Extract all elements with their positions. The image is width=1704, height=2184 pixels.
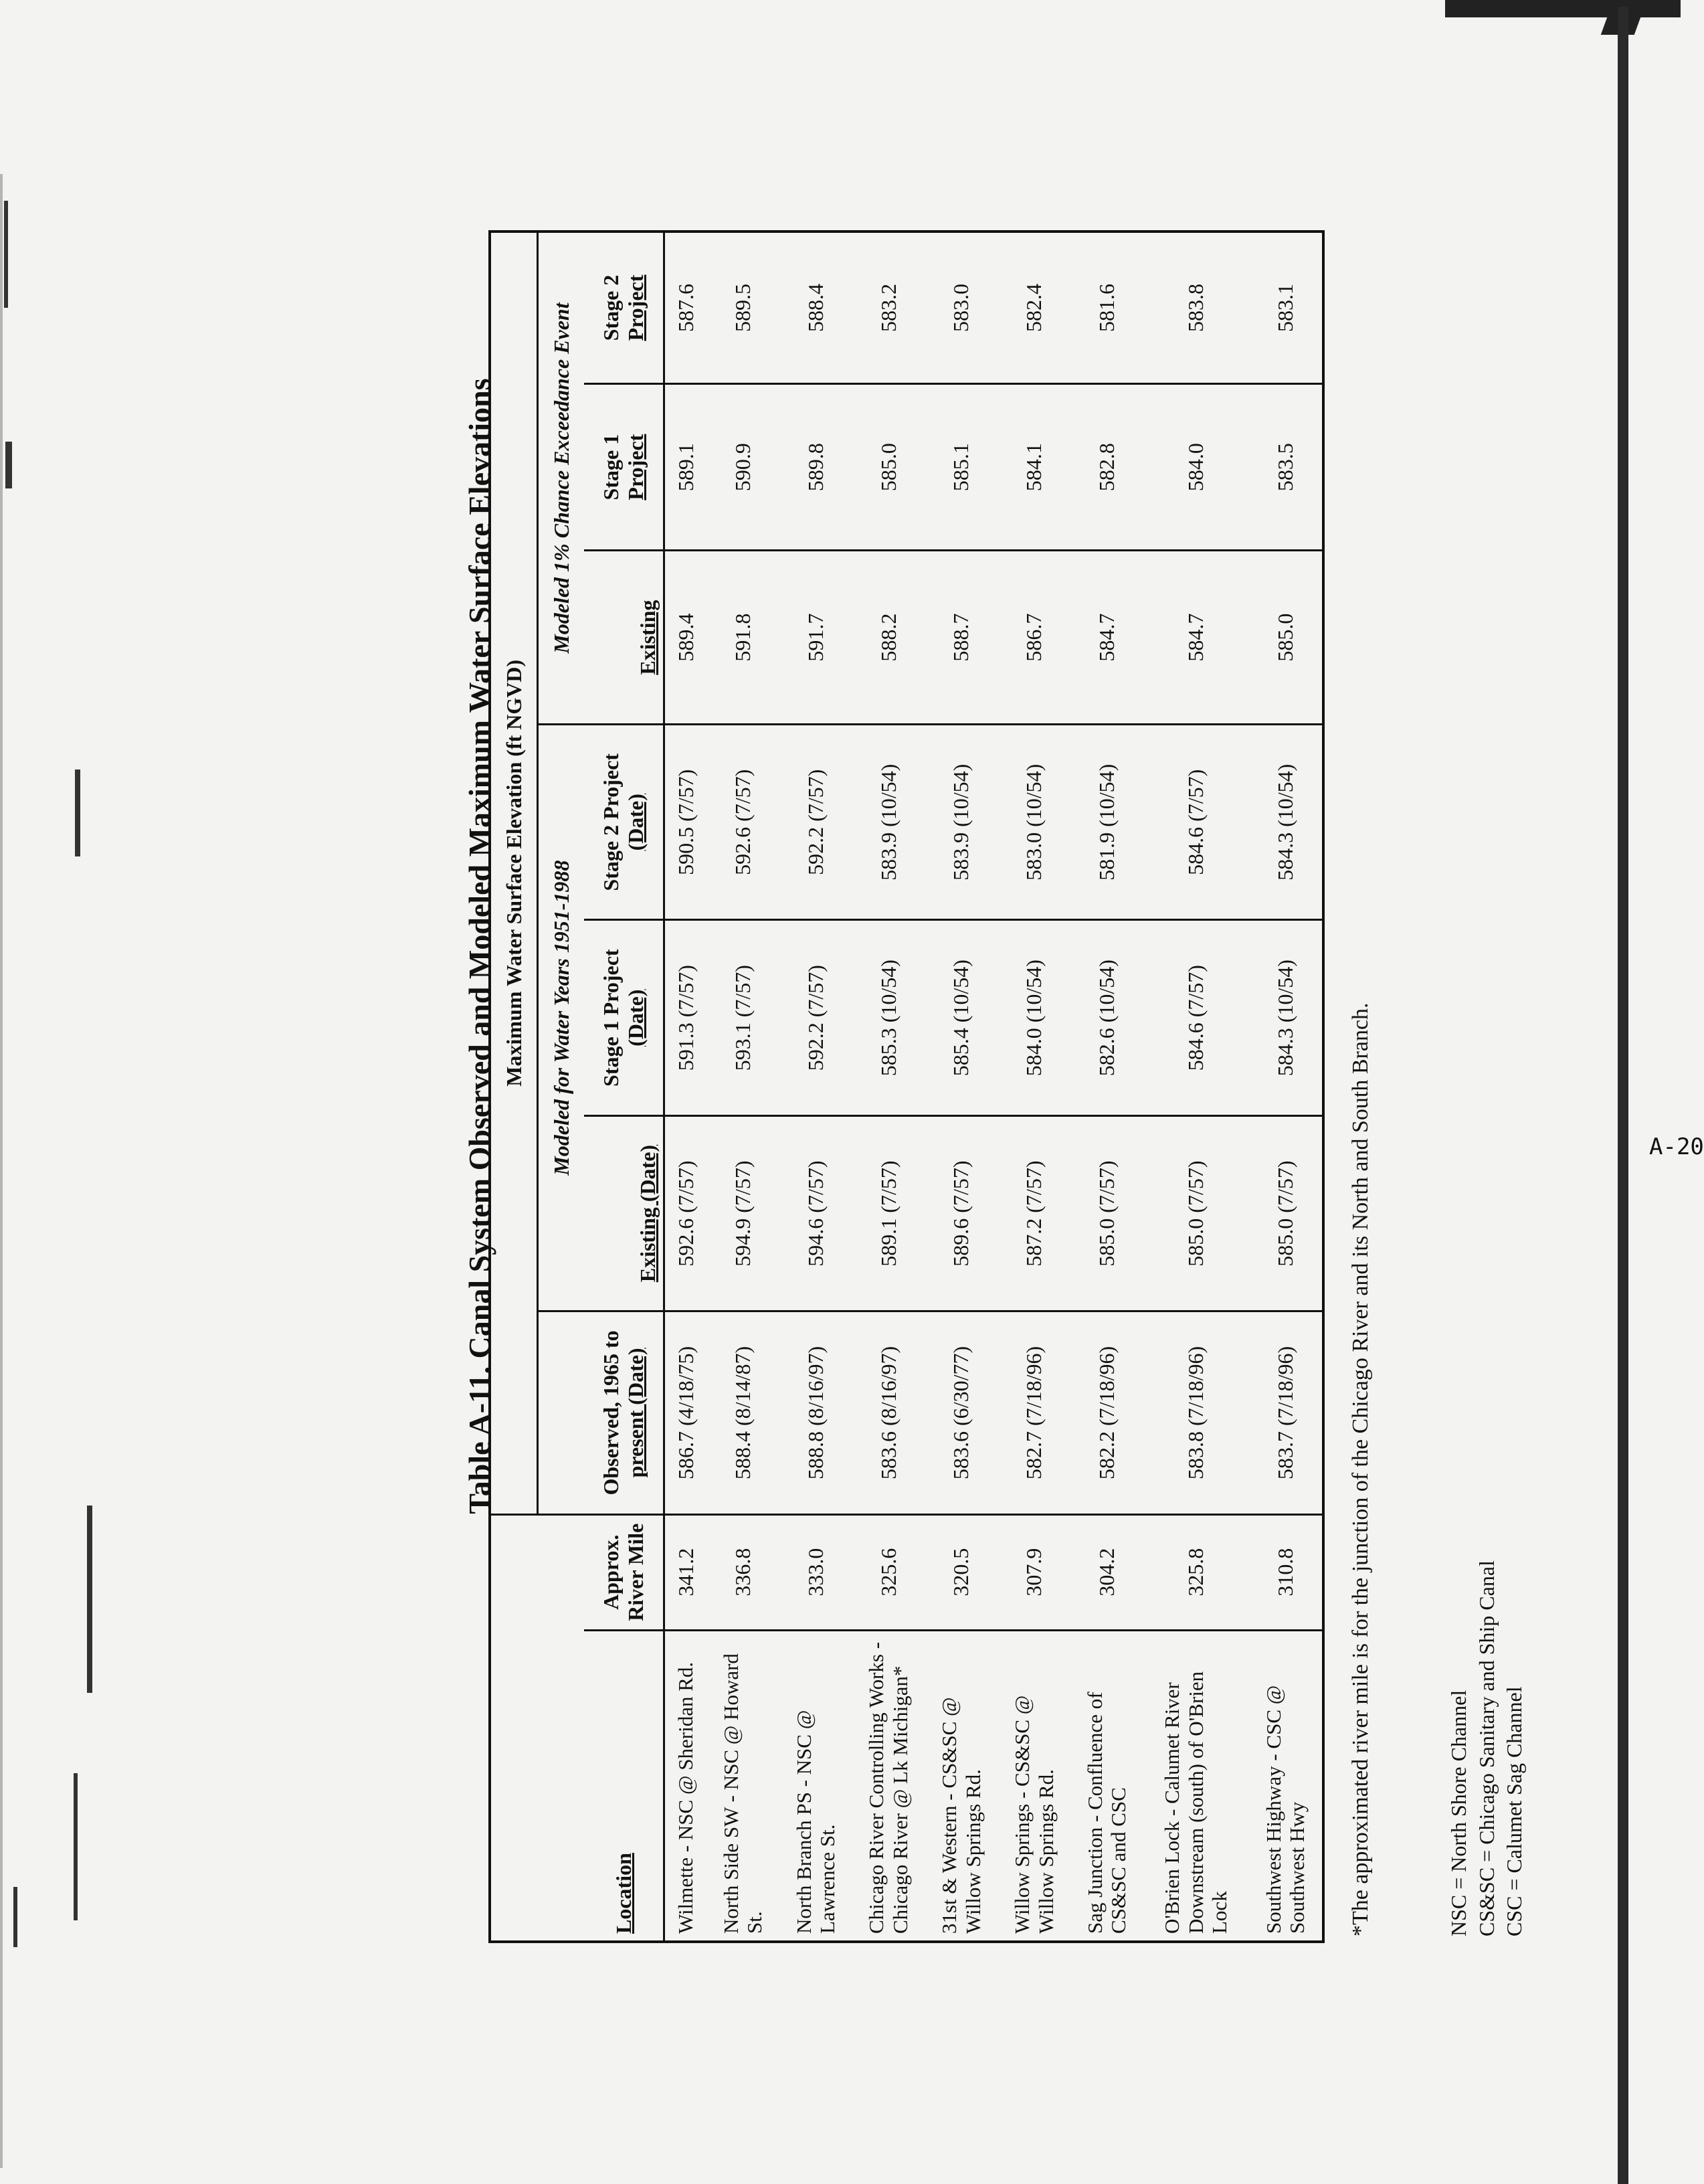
cell-observed: 583.7 (7/18/96) bbox=[1248, 1311, 1323, 1514]
cell-existing-date: 585.0 (7/57) bbox=[1070, 1115, 1143, 1311]
cell-observed: 583.8 (7/18/96) bbox=[1143, 1311, 1249, 1514]
cell-existing-date: 594.9 (7/57) bbox=[706, 1115, 779, 1311]
header-stage1-date bbox=[584, 920, 664, 1115]
cell-existing-date: 589.1 (7/57) bbox=[852, 1115, 925, 1311]
table-title: Table A-11. Canal System Observed and Modeled Maximum Water Surface Elevations bbox=[462, 378, 496, 1514]
cell-existing-date: 594.6 (7/57) bbox=[779, 1115, 852, 1311]
header-river-mile: Approx. River Mile bbox=[584, 1514, 664, 1630]
page-number: A-20 bbox=[1649, 1133, 1704, 1160]
header-max-elevation: Maximum Water Surface Elevation (ft NGVD) bbox=[490, 232, 538, 1514]
cell-location: 31st & Western - CS&SC @ Willow Springs Rd. bbox=[937, 1697, 985, 1934]
cell-stage2: 583.1 bbox=[1248, 232, 1323, 384]
cell-stage2-date: 583.9 (10/54) bbox=[852, 725, 925, 920]
cell-location: North Side SW - NSC @ Howard St. bbox=[719, 1653, 767, 1934]
header-location bbox=[584, 1630, 664, 1942]
cell-existing-date: 585.0 (7/57) bbox=[1143, 1115, 1249, 1311]
cell-mile: 336.8 bbox=[706, 1514, 779, 1630]
cell-stage1: 584.1 bbox=[998, 384, 1070, 551]
cell-existing: 585.0 bbox=[1248, 551, 1323, 725]
cell-stage1-date: 584.6 (7/57) bbox=[1143, 920, 1249, 1115]
cell-mile: 310.8 bbox=[1248, 1514, 1323, 1630]
cell-stage1: 585.1 bbox=[925, 384, 998, 551]
cell-stage1-date: 591.3 (7/57) bbox=[664, 920, 707, 1115]
cell-existing: 588.2 bbox=[852, 551, 925, 725]
cell-observed: 582.2 (7/18/96) bbox=[1070, 1311, 1143, 1514]
cell-stage2: 582.4 bbox=[998, 232, 1070, 384]
cell-stage2: 583.8 bbox=[1143, 232, 1249, 384]
cell-stage1-date: 592.2 (7/57) bbox=[779, 920, 852, 1115]
cell-mile: 307.9 bbox=[998, 1514, 1070, 1630]
cell-observed: 586.7 (4/18/75) bbox=[664, 1311, 707, 1514]
cell-stage2: 583.2 bbox=[852, 232, 925, 384]
header-location-label: Location bbox=[611, 1853, 636, 1934]
cell-existing: 591.7 bbox=[779, 551, 852, 725]
cell-mile: 304.2 bbox=[1070, 1514, 1143, 1630]
cell-stage2: 589.5 bbox=[706, 232, 779, 384]
cell-stage1: 589.8 bbox=[779, 384, 852, 551]
cell-existing: 591.8 bbox=[706, 551, 779, 725]
header-stage2-date-line2: (Date) bbox=[624, 794, 648, 851]
header-observed-line2: present (Date) bbox=[624, 1348, 648, 1478]
header-existing-date-label: Existing (Date) bbox=[636, 1144, 660, 1283]
cell-stage2: 583.0 bbox=[925, 232, 998, 384]
table-row bbox=[852, 232, 925, 1942]
cell-observed: 583.6 (6/30/77) bbox=[925, 1311, 998, 1514]
cell-existing-date: 589.6 (7/57) bbox=[925, 1115, 998, 1311]
abbreviation-cssc: CS&SC = Chicago Sanitary and Ship Canal bbox=[1474, 1560, 1499, 1936]
cell-stage2-date: 584.3 (10/54) bbox=[1248, 725, 1323, 920]
cell-location: O'Brien Lock - Calumet River Downstream (south) of O'Brien Lock bbox=[1160, 1671, 1232, 1934]
cell-stage1: 582.8 bbox=[1070, 384, 1143, 551]
cell-stage2-date: 592.6 (7/57) bbox=[706, 725, 779, 920]
header-stage1 bbox=[584, 384, 664, 551]
cell-stage2-date: 583.0 (10/54) bbox=[998, 725, 1070, 920]
header-stage1-date-line2: (Date) bbox=[624, 989, 648, 1046]
table-row bbox=[925, 232, 998, 1942]
elevation-table bbox=[488, 230, 1325, 1943]
cell-observed: 583.6 (8/16/97) bbox=[852, 1311, 925, 1514]
header-stage2-date bbox=[584, 725, 664, 920]
header-stage2-line2: Project bbox=[624, 274, 648, 341]
table-row bbox=[998, 232, 1070, 1942]
table-row bbox=[1248, 232, 1323, 1942]
cell-location: Wilmette - NSC @ Sheridan Rd. bbox=[674, 1661, 698, 1934]
header-existing bbox=[584, 551, 664, 725]
abbreviations bbox=[1445, 1560, 1529, 1936]
table-row bbox=[1070, 232, 1143, 1942]
cell-mile: 333.0 bbox=[779, 1514, 852, 1630]
header-existing-date bbox=[584, 1115, 664, 1311]
cell-stage2: 587.6 bbox=[664, 232, 707, 384]
header-spacer bbox=[490, 1514, 538, 1942]
cell-stage2-date: 584.6 (7/57) bbox=[1143, 725, 1249, 920]
cell-existing: 584.7 bbox=[1070, 551, 1143, 725]
cell-stage1: 583.5 bbox=[1248, 384, 1323, 551]
cell-stage1-date: 584.3 (10/54) bbox=[1248, 920, 1323, 1115]
cell-stage1: 589.1 bbox=[664, 384, 707, 551]
cell-stage1-date: 593.1 (7/57) bbox=[706, 920, 779, 1115]
footnote: *The approximated river mile is for the junction of the Chicago River and its North and South Branch. bbox=[1348, 1002, 1373, 1936]
cell-mile: 320.5 bbox=[925, 1514, 998, 1630]
header-stage2-date-line1: Stage 2 Project bbox=[599, 753, 624, 891]
table-row bbox=[664, 232, 707, 1942]
header-stage1-line2: Project bbox=[624, 434, 648, 500]
cell-stage2: 588.4 bbox=[779, 232, 852, 384]
cell-stage1: 585.0 bbox=[852, 384, 925, 551]
cell-stage2-date: 583.9 (10/54) bbox=[925, 725, 998, 920]
header-stage2 bbox=[584, 232, 664, 384]
header-modeled-years: Modeled for Water Years 1951-1988 bbox=[538, 725, 585, 1311]
header-stage1-date-line1: Stage 1 Project bbox=[599, 949, 624, 1087]
cell-stage2-date: 581.9 (10/54) bbox=[1070, 725, 1143, 920]
cell-stage1: 584.0 bbox=[1143, 384, 1249, 551]
header-spacer bbox=[538, 1514, 585, 1942]
abbreviation-csc: CSC = Calumet Sag Channel bbox=[1502, 1686, 1527, 1936]
cell-stage1-date: 585.4 (10/54) bbox=[925, 920, 998, 1115]
cell-existing: 584.7 bbox=[1143, 551, 1249, 725]
table-row bbox=[779, 232, 852, 1942]
cell-mile: 325.6 bbox=[852, 1514, 925, 1630]
cell-mile: 325.8 bbox=[1143, 1514, 1249, 1630]
header-chance-event: Modeled 1% Chance Exceedance Event bbox=[538, 232, 585, 725]
cell-stage2-date: 592.2 (7/57) bbox=[779, 725, 852, 920]
cell-observed: 588.8 (8/16/97) bbox=[779, 1311, 852, 1514]
cell-existing-date: 587.2 (7/57) bbox=[998, 1115, 1070, 1311]
cell-location: Southwest Highway - CSC @ Southwest Hwy bbox=[1261, 1685, 1309, 1934]
cell-location: Willow Springs - CS&SC @ Willow Springs Rd. bbox=[1010, 1695, 1058, 1934]
cell-stage2-date: 590.5 (7/57) bbox=[664, 725, 707, 920]
cell-stage1-date: 582.6 (10/54) bbox=[1070, 920, 1143, 1115]
table-row bbox=[1143, 232, 1249, 1942]
header-stage2-line1: Stage 2 bbox=[599, 274, 624, 341]
cell-existing: 588.7 bbox=[925, 551, 998, 725]
cell-stage1-date: 584.0 (10/54) bbox=[998, 920, 1070, 1115]
cell-location: North Branch PS - NSC @ Lawrence St. bbox=[791, 1710, 840, 1934]
cell-location: Chicago River Controlling Works - Chicago River @ Lk Michigan* bbox=[864, 1641, 912, 1934]
header-observed bbox=[584, 1311, 664, 1514]
cell-existing-date: 592.6 (7/57) bbox=[664, 1115, 707, 1311]
header-spacer bbox=[538, 1311, 585, 1514]
cell-existing-date: 585.0 (7/57) bbox=[1248, 1115, 1323, 1311]
header-existing-label: Existing bbox=[636, 600, 660, 675]
cell-location: Sag Junction - Confluence of CS&SC and CSC bbox=[1082, 1692, 1131, 1934]
cell-stage1-date: 585.3 (10/54) bbox=[852, 920, 925, 1115]
abbreviation-nsc: NSC = North Shore Channel bbox=[1446, 1690, 1471, 1936]
header-observed-line1: Observed, 1965 to bbox=[599, 1330, 624, 1495]
cell-existing: 586.7 bbox=[998, 551, 1070, 725]
cell-stage2: 581.6 bbox=[1070, 232, 1143, 384]
cell-existing: 589.4 bbox=[664, 551, 707, 725]
header-stage1-line1: Stage 1 bbox=[599, 434, 624, 500]
cell-observed: 588.4 (8/14/87) bbox=[706, 1311, 779, 1514]
cell-stage1: 590.9 bbox=[706, 384, 779, 551]
table-row bbox=[706, 232, 779, 1942]
cell-mile: 341.2 bbox=[664, 1514, 707, 1630]
cell-observed: 582.7 (7/18/96) bbox=[998, 1311, 1070, 1514]
